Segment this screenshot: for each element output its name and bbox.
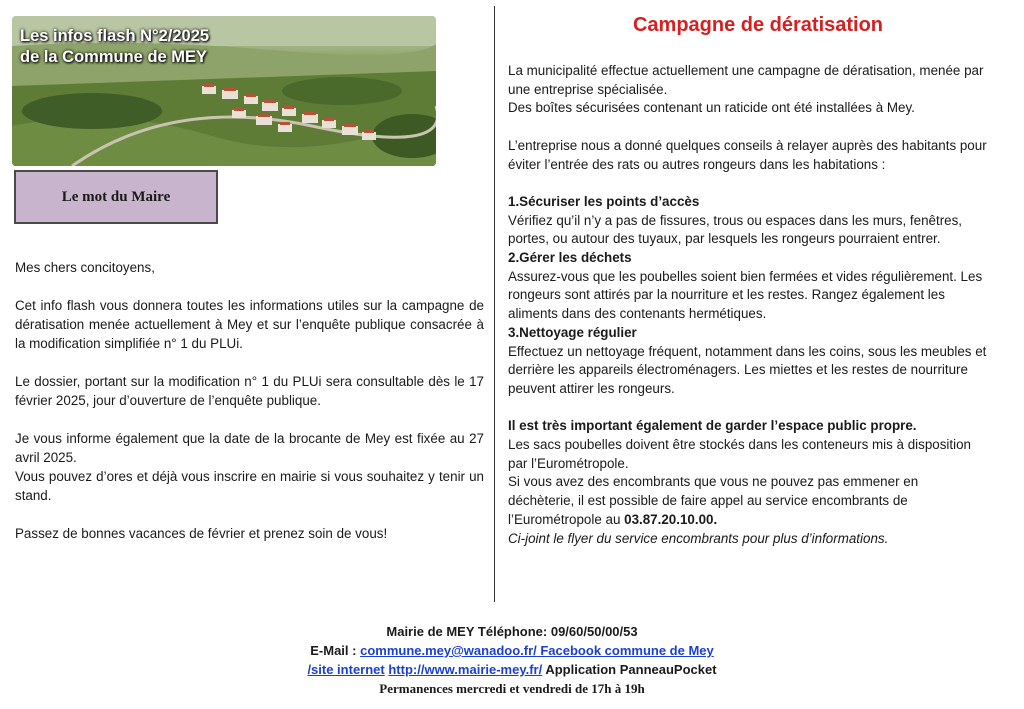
- mayor-word-box: [14, 170, 218, 224]
- footer-hours: Permanences mercredi et vendredi de 17h à 19h: [379, 681, 645, 696]
- flash-title-line1: Les infos flash N°2/2025: [20, 27, 210, 45]
- footer-phone: Mairie de MEY Téléphone: 09/60/50/00/53: [386, 624, 638, 639]
- bulky-phone: 03.87.20.10.00.: [624, 511, 718, 527]
- section-1-heading: 1.Sécuriser les points d’accès: [508, 193, 700, 209]
- column-divider: [494, 6, 495, 602]
- site-internet-link[interactable]: /site internet: [307, 662, 385, 677]
- advice-intro: L’entreprise nous a donné quelques conseils à relayer auprès des habitants pour éviter l’entrée des rats ou autres rongeurs dans les habitations :: [508, 137, 987, 172]
- app-label: Application PanneauPocket: [542, 662, 717, 677]
- letter-paragraph-4: Passez de bonnes vacances de février et prenez soin de vous!: [15, 526, 388, 541]
- letter-paragraph-2: Le dossier, portant sur la modification n° 1 du PLUi sera consultable dès le 17 février 2025, jour d’ouverture de l’enquête publique.: [15, 374, 484, 408]
- facebook-link[interactable]: Facebook commune de Mey: [536, 643, 714, 658]
- aerial-village-photo: [12, 16, 436, 166]
- flash-title-line2: de la Commune de MEY: [20, 48, 208, 66]
- contact-footer: [0, 622, 1024, 698]
- footer-web-line: [0, 660, 1024, 679]
- letter-greeting: Mes chers concitoyens,: [15, 260, 155, 275]
- mayor-word-label: Le mot du Maire: [61, 188, 171, 205]
- important-heading: Il est très important également de garder l’espace public propre.: [508, 418, 917, 434]
- flash-title: [20, 26, 209, 68]
- footer-contacts-line: [0, 641, 1024, 660]
- intro-1: La municipalité effectue actuellement une campagne de dératisation, menée par une entreprise spécialisée.: [508, 63, 984, 97]
- mayor-letter: [15, 258, 484, 562]
- letter-paragraph-3a: Je vous informe également que la date de la brocante de Mey est fixée au 27 avril 2025.: [15, 431, 484, 465]
- letter-paragraph-1: Cet info flash vous donnera toutes les informations utiles sur la campagne de dératisation menée actuellement à Mey et sur l’enquête publique consacrée à la modification simplifiée n° 1 du PLUi.: [15, 298, 484, 351]
- intro-2: Des boîtes sécurisées contenant un raticide ont été installées à Mey.: [508, 100, 915, 116]
- bulky-paragraph: [508, 473, 988, 529]
- section-3-text: Effectuez un nettoyage fréquent, notamment dans les coins, sous les meubles et derrière les appareils électroménagers. Les miettes et les restes de nourriture peuvent attirer les rongeurs.: [508, 343, 987, 396]
- deratisation-content: [508, 62, 988, 548]
- section-3-heading: 3.Nettoyage régulier: [508, 324, 637, 340]
- section-1-text: Vérifiez qu’il n’y a pas de fissures, trous ou espaces dans les murs, fenêtres, portes, ou autour des tuyaux, par lesquels les rongeurs pourraient entrer.: [508, 212, 963, 247]
- deratisation-title: Campagne de dératisation: [632, 14, 884, 36]
- flyer-note: Ci-joint le flyer du service encombrants pour plus d’informations.: [508, 530, 889, 546]
- section-2-text: Assurez-vous que les poubelles soient bien fermées et vides régulièrement. Les rongeurs sont attirés par la nourriture et les restes. Rangez également les aliments dans des contenants hermétiques.: [508, 268, 983, 322]
- section-2-heading: 2.Gérer les déchets: [508, 250, 632, 265]
- email-link[interactable]: commune.mey@wanadoo.fr/: [360, 643, 537, 658]
- email-label: E-Mail :: [310, 643, 361, 658]
- bags-text: Les sacs poubelles doivent être stockés dans les conteneurs mis à disposition par l’Eurométropole.: [508, 437, 971, 471]
- site-url-link[interactable]: http://www.mairie-mey.fr/: [388, 662, 543, 677]
- bulky-text: Si vous avez des encombrants que vous ne pouvez pas emmener en déchèterie, il est possible de faire appel au service encombrants de l’Eurométropole au: [508, 474, 919, 527]
- letter-paragraph-3b: Vous pouvez d’ores et déjà vous inscrire en mairie si vous souhaitez y tenir un stand.: [15, 469, 484, 503]
